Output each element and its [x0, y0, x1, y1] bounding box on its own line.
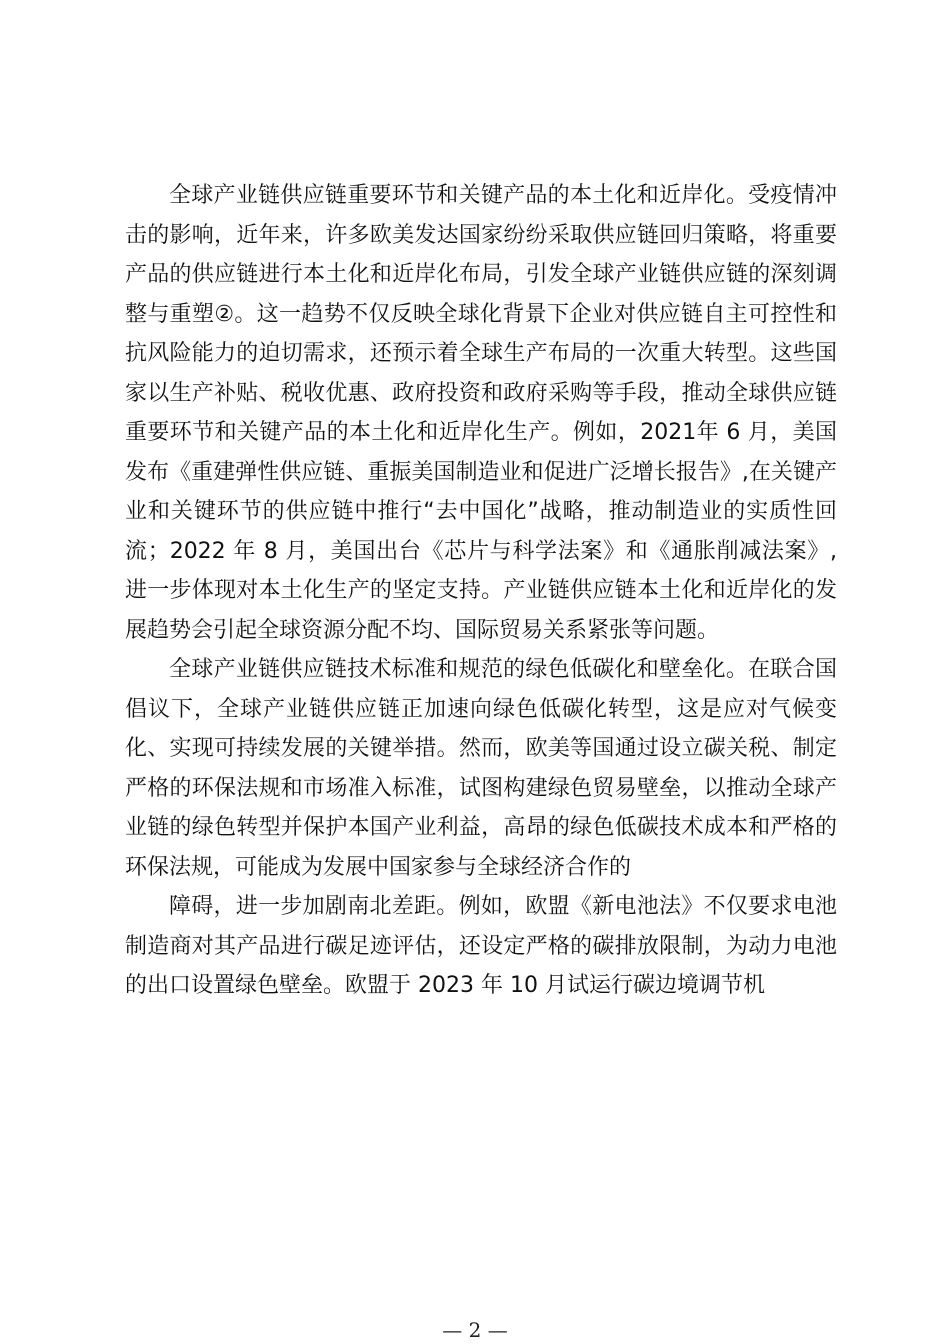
paragraph-eu-battery-law: 障碍，进一步加剧南北差距。例如，欧盟《新电池法》不仅要求电池制造商对其产品进行碳足迹评估，还设定严格的碳排放限制，为动力电池的出口设置绿色壁垒。欧盟于 2023 年 10 月试运行碳边境调节机 [125, 894, 837, 998]
page-number: — 2 — [442, 1318, 508, 1342]
paragraph-localization: 全球产业链供应链重要环节和关键产品的本土化和近岸化。受疫情冲击的影响，近年来，许多欧美发达国家纷纷采取供应链回归策略，将重要产品的供应链进行本土化和近岸化布局，引发全球产业链供应链的深刻调整与重塑②。这一趋势不仅反映全球化背景下企业对供应链自主可控性和抗风险能力的迫切需求，还预示着全球生产布局的一次重大转型。这些国家以生产补贴、税收优惠、政府投资和政府采购等手段，推动全球供应链重要环节和关键产品的本土化和近岸化生产。例如，2021年 6 月，美国发布《重建弹性供应链、重振美国制造业和促进广泛增长报告》,在关键产业和关键环节的供应链中推行“去中国化”战略，推动制造业的实质性回流；2022 年 8 月，美国出台《芯片与科学法案》和《通胀削减法案》,进一步体现对本土化生产的坚定支持。产业链供应链本土化和近岸化的发展趋势会引起全球资源分配不均、国际贸易关系紧张等问题。 [125, 183, 837, 643]
body-text [125, 176, 837, 1006]
paragraph-green-barriers: 全球产业链供应链技术标准和规范的绿色低碳化和壁垒化。在联合国倡议下，全球产业链供应链正加速向绿色低碳化转型，这是应对气候变化、实现可持续发展的关键举措。然而，欧美等国通过设立碳关税、制定严格的环保法规和市场准入标准，试图构建绿色贸易壁垒，以推动全球产业链的绿色转型并保护本国产业利益，高昂的绿色低碳技术成本和严格的环保法规，可能成为发展中国家参与全球经济合作的 [125, 657, 837, 880]
